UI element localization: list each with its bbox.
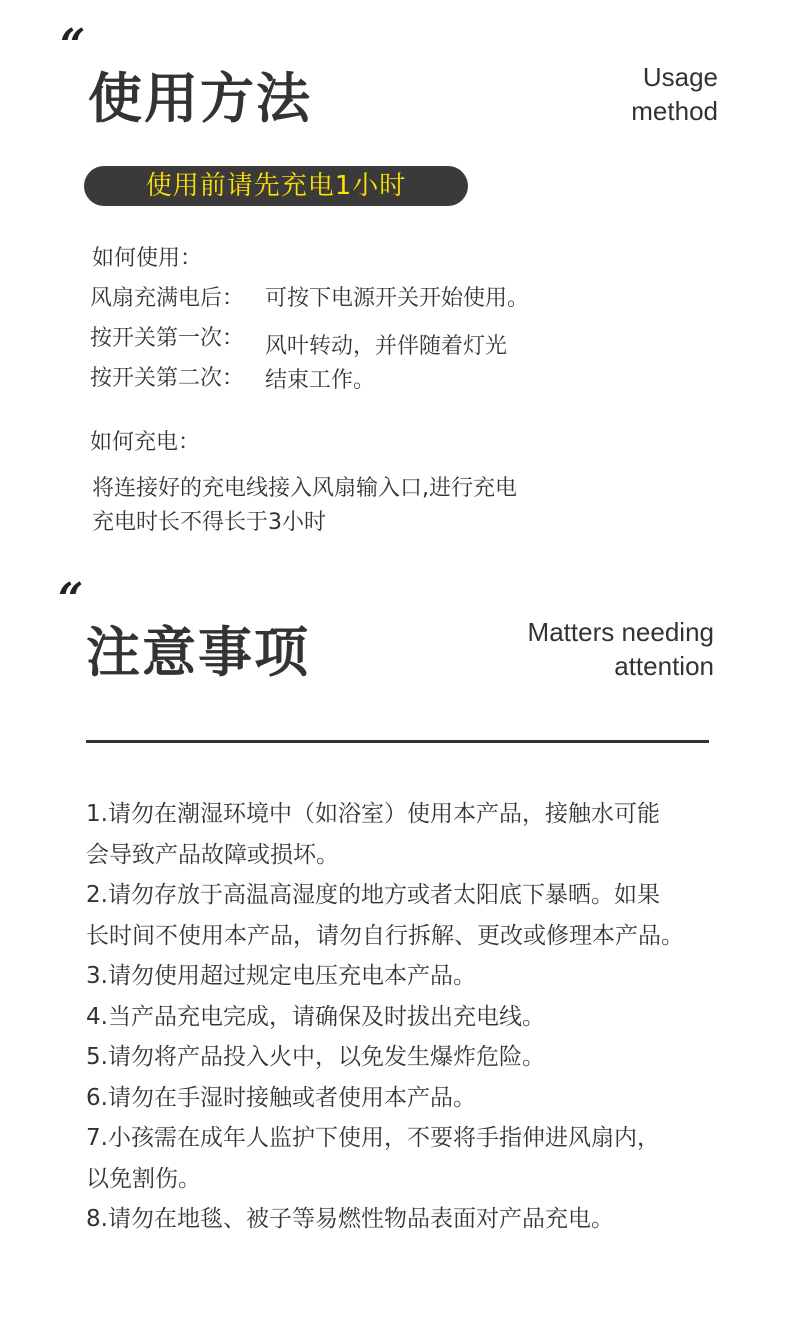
notice-quote-icon: “ (58, 574, 80, 625)
how-to-use-step-label: 风扇充满电后： (90, 286, 245, 311)
how-to-charge-line: 将连接好的充电线接入风扇输入口,进行充电 (92, 476, 517, 501)
usage-subtitle-line-2: method (631, 96, 718, 126)
notice-list (86, 794, 736, 1240)
notice-line: 长时间不使用本产品，请勿自行拆解、更改或修理本产品。 (86, 922, 684, 949)
notice-line: 8.请勿在地毯、被子等易燃性物品表面对产品充电。 (86, 1206, 614, 1232)
notice-line: 2.请勿存放于高温高湿度的地方或者太阳底下暴晒。如果 (86, 882, 660, 908)
notice-line: 会导致产品故障或损坏。 (86, 841, 339, 868)
notice-line: 以免割伤。 (86, 1165, 201, 1192)
notice-section-title: 注意事项 (86, 621, 310, 684)
notice-subtitle-line-1: Matters needing (527, 617, 714, 647)
notice-line: 3.请勿使用超过规定电压充电本产品。 (86, 963, 476, 989)
how-to-use-step-text: 风叶转动，并伴随着灯光 (265, 334, 508, 359)
how-to-charge-line: 充电时长不得长于3小时 (92, 510, 326, 535)
usage-section-title: 使用方法 (88, 67, 312, 130)
notice-section-subtitle (470, 615, 714, 683)
usage-quote-icon: “ (60, 20, 82, 71)
how-to-charge-heading: 如何充电： (90, 430, 201, 455)
section-divider (86, 740, 709, 743)
how-to-use-step-label: 按开关第一次： (90, 326, 245, 351)
notice-subtitle-line-2: attention (614, 651, 714, 681)
how-to-use-step-text: 结束工作。 (265, 368, 376, 393)
notice-line: 5.请勿将产品投入火中，以免发生爆炸危险。 (86, 1044, 545, 1070)
usage-subtitle-line-1: Usage (642, 62, 718, 92)
how-to-use-heading: 如何使用： (92, 246, 203, 271)
notice-line: 6.请勿在手湿时接触或者使用本产品。 (86, 1084, 476, 1111)
how-to-use-step-label: 按开关第二次： (90, 366, 245, 391)
usage-section-subtitle (560, 60, 718, 128)
notice-line: 7.小孩需在成年人监护下使用，不要将手指伸进风扇内， (86, 1125, 660, 1151)
how-to-use-step-text: 可按下电源开关开始使用。 (265, 286, 530, 311)
notice-line: 1.请勿在潮湿环境中（如浴室）使用本产品，接触水可能 (86, 801, 660, 827)
notice-line: 4.当产品充电完成，请确保及时拔出充电线。 (86, 1003, 545, 1030)
charge-first-pill: 使用前请先充电1小时 (84, 166, 468, 206)
